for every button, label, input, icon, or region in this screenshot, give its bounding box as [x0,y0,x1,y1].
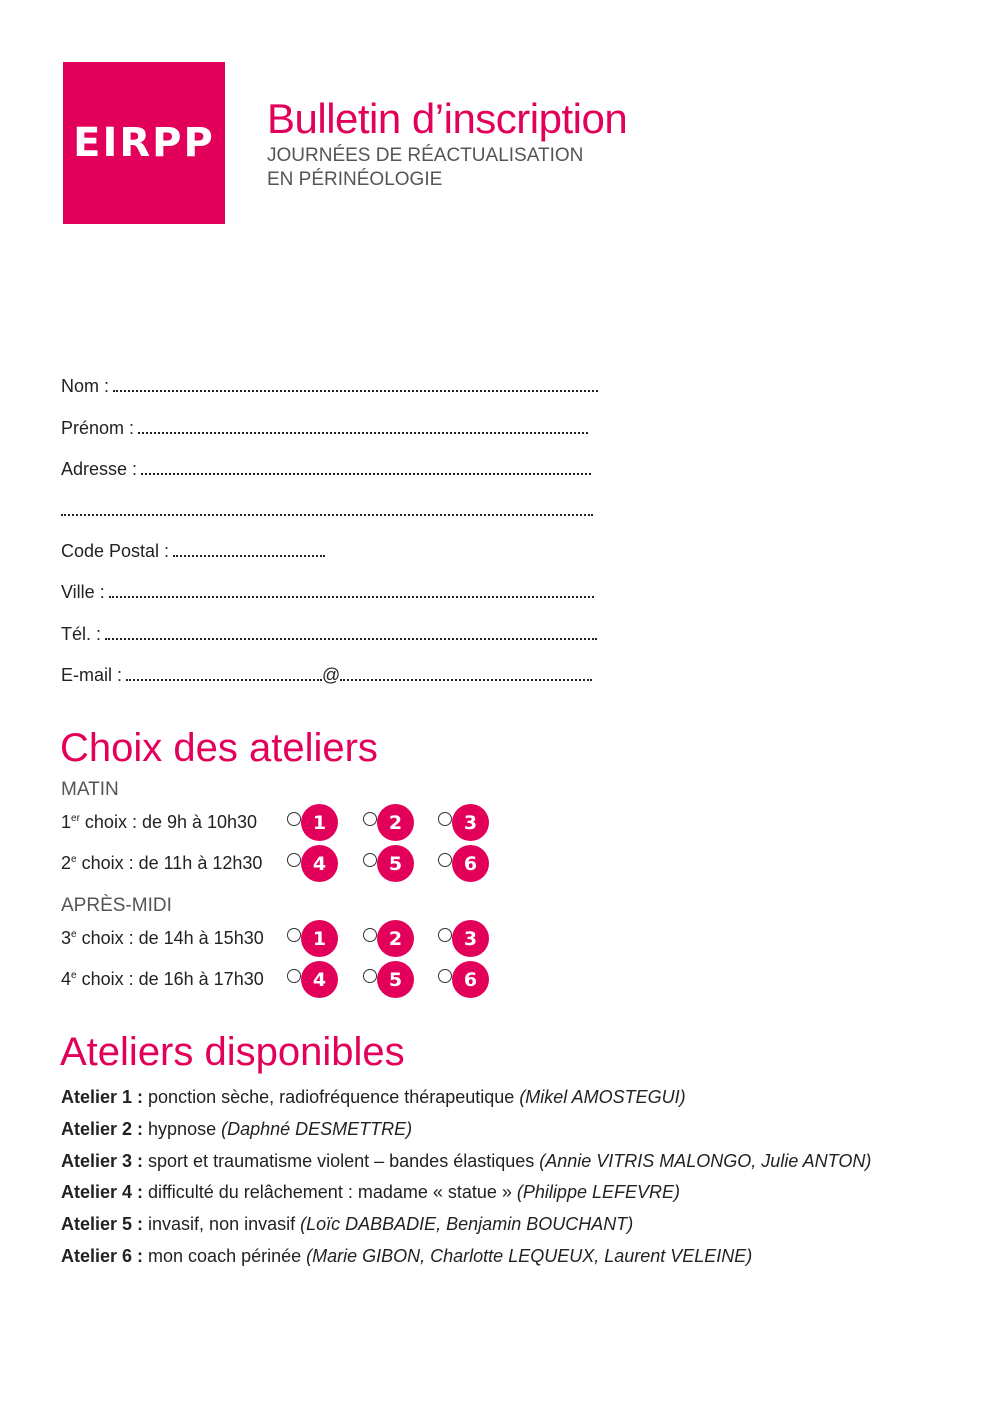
email-label: E-mail : [61,665,123,685]
atelier-option-radio[interactable] [363,959,423,999]
atelier-number-badge: 2 [377,804,414,841]
atelier-label: Atelier 4 : [61,1182,144,1202]
atelier-speakers: (Daphné DESMETTRE) [221,1119,413,1139]
atelier-number-badge: 2 [377,920,414,957]
choice-row-3 [61,918,661,958]
atelier-number-badge: 5 [377,961,414,998]
adresse-line2-fill-line[interactable] [61,509,593,516]
page-subtitle-line2: EN PÉRINÉOLOGIE [267,169,443,190]
eirpp-logo [63,62,225,224]
ateliers-disponibles-heading: Ateliers disponibles [60,1030,405,1074]
atelier-option-radio[interactable] [287,959,347,999]
atelier-item-5 [61,1214,633,1235]
choice-row-2 [61,843,661,883]
code-postal-fill-line[interactable] [173,550,325,557]
email-domain-fill-line[interactable] [340,674,592,681]
atelier-item-6 [61,1246,752,1267]
atelier-description: ponction sèche, radiofréquence thérapeutique [143,1087,520,1107]
choice-row-4 [61,959,661,999]
atelier-number-badge: 1 [301,804,338,841]
radio-circle-icon[interactable] [287,928,301,942]
atelier-number-badge: 6 [452,845,489,882]
atelier-number-badge: 4 [301,961,338,998]
atelier-option-radio[interactable] [287,843,347,883]
atelier-label: Atelier 3 : [61,1151,144,1171]
code-postal-field[interactable] [61,541,325,562]
atelier-option-radio[interactable] [287,802,347,842]
atelier-label: Atelier 2 : [61,1119,144,1139]
atelier-option-radio[interactable] [363,802,423,842]
tel-label: Tél. : [61,624,102,644]
prenom-field[interactable] [61,418,588,439]
tel-field[interactable] [61,624,597,645]
atelier-speakers: (Annie VITRIS MALONGO, Julie ANTON) [539,1151,872,1171]
prenom-fill-line[interactable] [138,427,588,434]
atelier-option-radio[interactable] [287,918,347,958]
tel-fill-line[interactable] [105,633,597,640]
atelier-speakers: (Philippe LEFEVRE) [516,1182,680,1202]
email-at-sign: @ [322,665,341,685]
logo-text: EIRPP [73,120,215,166]
ville-fill-line[interactable] [109,591,594,598]
matin-label: MATIN [61,779,119,800]
ville-label: Ville : [61,582,105,602]
email-field[interactable] [61,665,592,686]
atelier-option-radio[interactable] [438,959,498,999]
atelier-speakers: (Mikel AMOSTEGUI) [519,1087,686,1107]
radio-circle-icon[interactable] [363,853,377,867]
choice-row-label: 1er choix : de 9h à 10h30 [61,812,258,832]
atelier-option-radio[interactable] [363,918,423,958]
atelier-number-badge: 1 [301,920,338,957]
atelier-item-4 [61,1182,680,1203]
atelier-number-badge: 4 [301,845,338,882]
atelier-number-badge: 6 [452,961,489,998]
adresse-line2-field[interactable] [61,500,593,521]
atelier-item-1 [61,1087,686,1108]
choice-row-label: 3e choix : de 14h à 15h30 [61,928,264,948]
atelier-label: Atelier 1 : [61,1087,144,1107]
radio-circle-icon[interactable] [363,928,377,942]
atelier-item-2 [61,1119,412,1140]
radio-circle-icon[interactable] [438,928,452,942]
nom-label: Nom : [61,376,110,396]
radio-circle-icon[interactable] [287,812,301,826]
atelier-label: Atelier 6 : [61,1246,144,1266]
nom-fill-line[interactable] [113,385,598,392]
adresse-fill-line[interactable] [141,468,591,475]
atelier-description: mon coach périnée [143,1246,307,1266]
atelier-item-3 [61,1151,871,1172]
atelier-speakers: (Loïc DABBADIE, Benjamin BOUCHANT) [300,1214,634,1234]
page-subtitle-line1: JOURNÉES DE RÉACTUALISATION [267,145,584,166]
radio-circle-icon[interactable] [287,853,301,867]
atelier-option-radio[interactable] [438,802,498,842]
prenom-label: Prénom : [61,418,135,438]
adresse-label: Adresse : [61,459,138,479]
atelier-number-badge: 3 [452,920,489,957]
code-postal-label: Code Postal : [61,541,170,561]
radio-circle-icon[interactable] [287,969,301,983]
email-user-fill-line[interactable] [126,674,322,681]
atelier-number-badge: 5 [377,845,414,882]
choix-ateliers-heading: Choix des ateliers [60,726,378,770]
radio-circle-icon[interactable] [363,969,377,983]
atelier-option-radio[interactable] [438,918,498,958]
choice-row-label: 4e choix : de 16h à 17h30 [61,969,264,989]
atelier-option-radio[interactable] [438,843,498,883]
atelier-description: difficulté du relâchement : madame « statue » [143,1182,517,1202]
choice-row-1 [61,802,661,842]
radio-circle-icon[interactable] [363,812,377,826]
nom-field[interactable] [61,376,598,397]
atelier-description: sport et traumatisme violent – bandes élastiques [143,1151,540,1171]
atelier-option-radio[interactable] [363,843,423,883]
atelier-description: invasif, non invasif [143,1214,301,1234]
atelier-number-badge: 3 [452,804,489,841]
adresse-field[interactable] [61,459,591,480]
atelier-speakers: (Marie GIBON, Charlotte LEQUEUX, Laurent VELEINE) [306,1246,753,1266]
atelier-label: Atelier 5 : [61,1214,144,1234]
apres-midi-label: APRÈS-MIDI [61,895,172,916]
radio-circle-icon[interactable] [438,969,452,983]
radio-circle-icon[interactable] [438,812,452,826]
radio-circle-icon[interactable] [438,853,452,867]
page-title: Bulletin d’inscription [267,95,628,142]
ville-field[interactable] [61,582,594,603]
atelier-description: hypnose [143,1119,222,1139]
choice-row-label: 2e choix : de 11h à 12h30 [61,853,263,873]
